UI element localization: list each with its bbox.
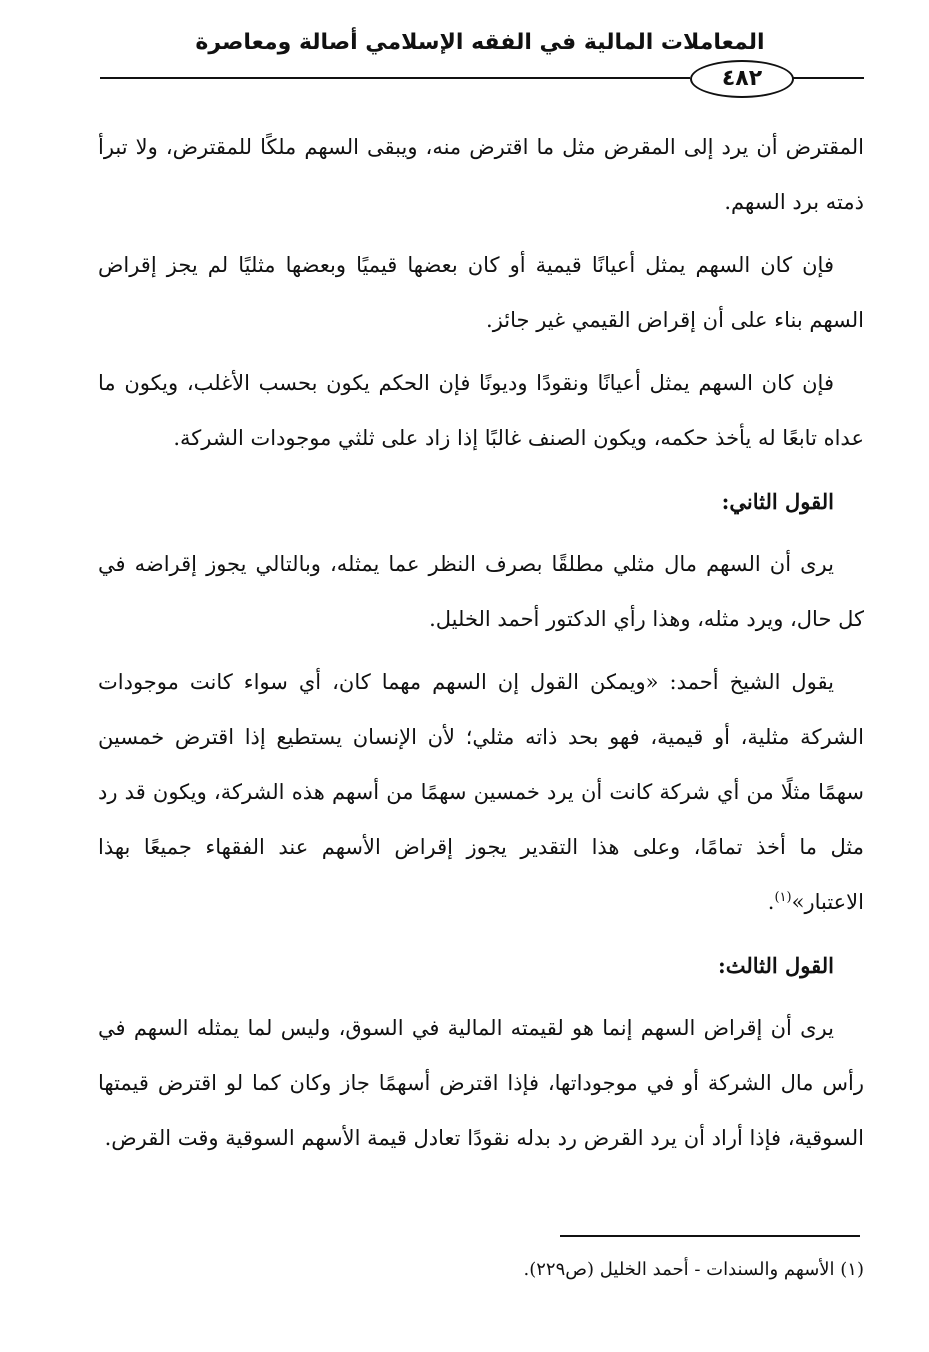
page-body: [98, 120, 864, 1174]
section-heading-second-opinion: القول الثاني:: [721, 489, 834, 514]
footnote-reference: (١): [774, 890, 792, 905]
footnote: (١) الأسهم والسندات - أحمد الخليل (ص٢٢٩).: [523, 1259, 864, 1280]
paragraph: فإن كان السهم يمثل أعيانًا ونقودًا وديونًا فإن الحكم يكون بحسب الأغلب، ويكون ما عداه تابعًا له يأخذ حكمه، ويكون الصنف غالبًا إذا زاد على ثلثي موجودات الشركة.: [98, 371, 864, 450]
quote-end: .: [767, 890, 775, 914]
paragraph: يرى أن السهم مال مثلي مطلقًا بصرف النظر عما يمثله، وبالتالي يجوز إقراضه في كل حال، ويرد مثله، وهذا رأي الدكتور أحمد الخليل.: [98, 552, 864, 631]
running-header-title: المعاملات المالية في الفقه الإسلامي أصالة ومعاصرة: [195, 30, 765, 55]
section-heading-third-opinion: القول الثالث:: [717, 953, 834, 978]
page-number: ٤٨٢: [690, 60, 794, 98]
paragraph: يرى أن إقراض السهم إنما هو لقيمته المالية في السوق، وليس لما يمثله السهم في رأس مال الشركة أو في موجوداتها، فإذا اقترض أسهمًا جاز وكان كما لو اقترض قيمتها السوقية، فإذا أراد أن يرد القرض رد بدله نقودًا تعادل قيمة الأسهم السوقية وقت القرض.: [98, 1016, 864, 1150]
paragraph: فإن كان السهم يمثل أعيانًا قيمية أو كان بعضها قيميًا وبعضها مثليًا لم يجز إقراض السهم بناء على أن إقراض القيمي غير جائز.: [98, 253, 864, 332]
footnote-rule: [560, 1235, 860, 1237]
header-rule-right: [792, 77, 864, 79]
quote-paragraph: [98, 655, 864, 930]
quote-text: يقول الشيخ أحمد: «ويمكن القول إن السهم مهما كان، أي سواء كانت موجودات الشركة مثلية، أو قيمية، فهو بحد ذاته مثلي؛ لأن الإنسان يستطيع إذا اقترض خمسين سهمًا مثلًا من أي شركة كانت أن يرد خمسين سهمًا من أسهم هذه الشركة، ويكون قد رد مثل ما أخذ تمامًا، وعلى هذا التقدير يجوز إقراض الأسهم عند الفقهاء جميعًا بهذا الاعتبار»: [98, 670, 864, 914]
header-rule-left: [100, 77, 690, 79]
paragraph: المقترض أن يرد إلى المقرض مثل ما اقترض منه، ويبقى السهم ملكًا للمقترض، ولا تبرأ ذمته برد السهم.: [98, 135, 864, 214]
